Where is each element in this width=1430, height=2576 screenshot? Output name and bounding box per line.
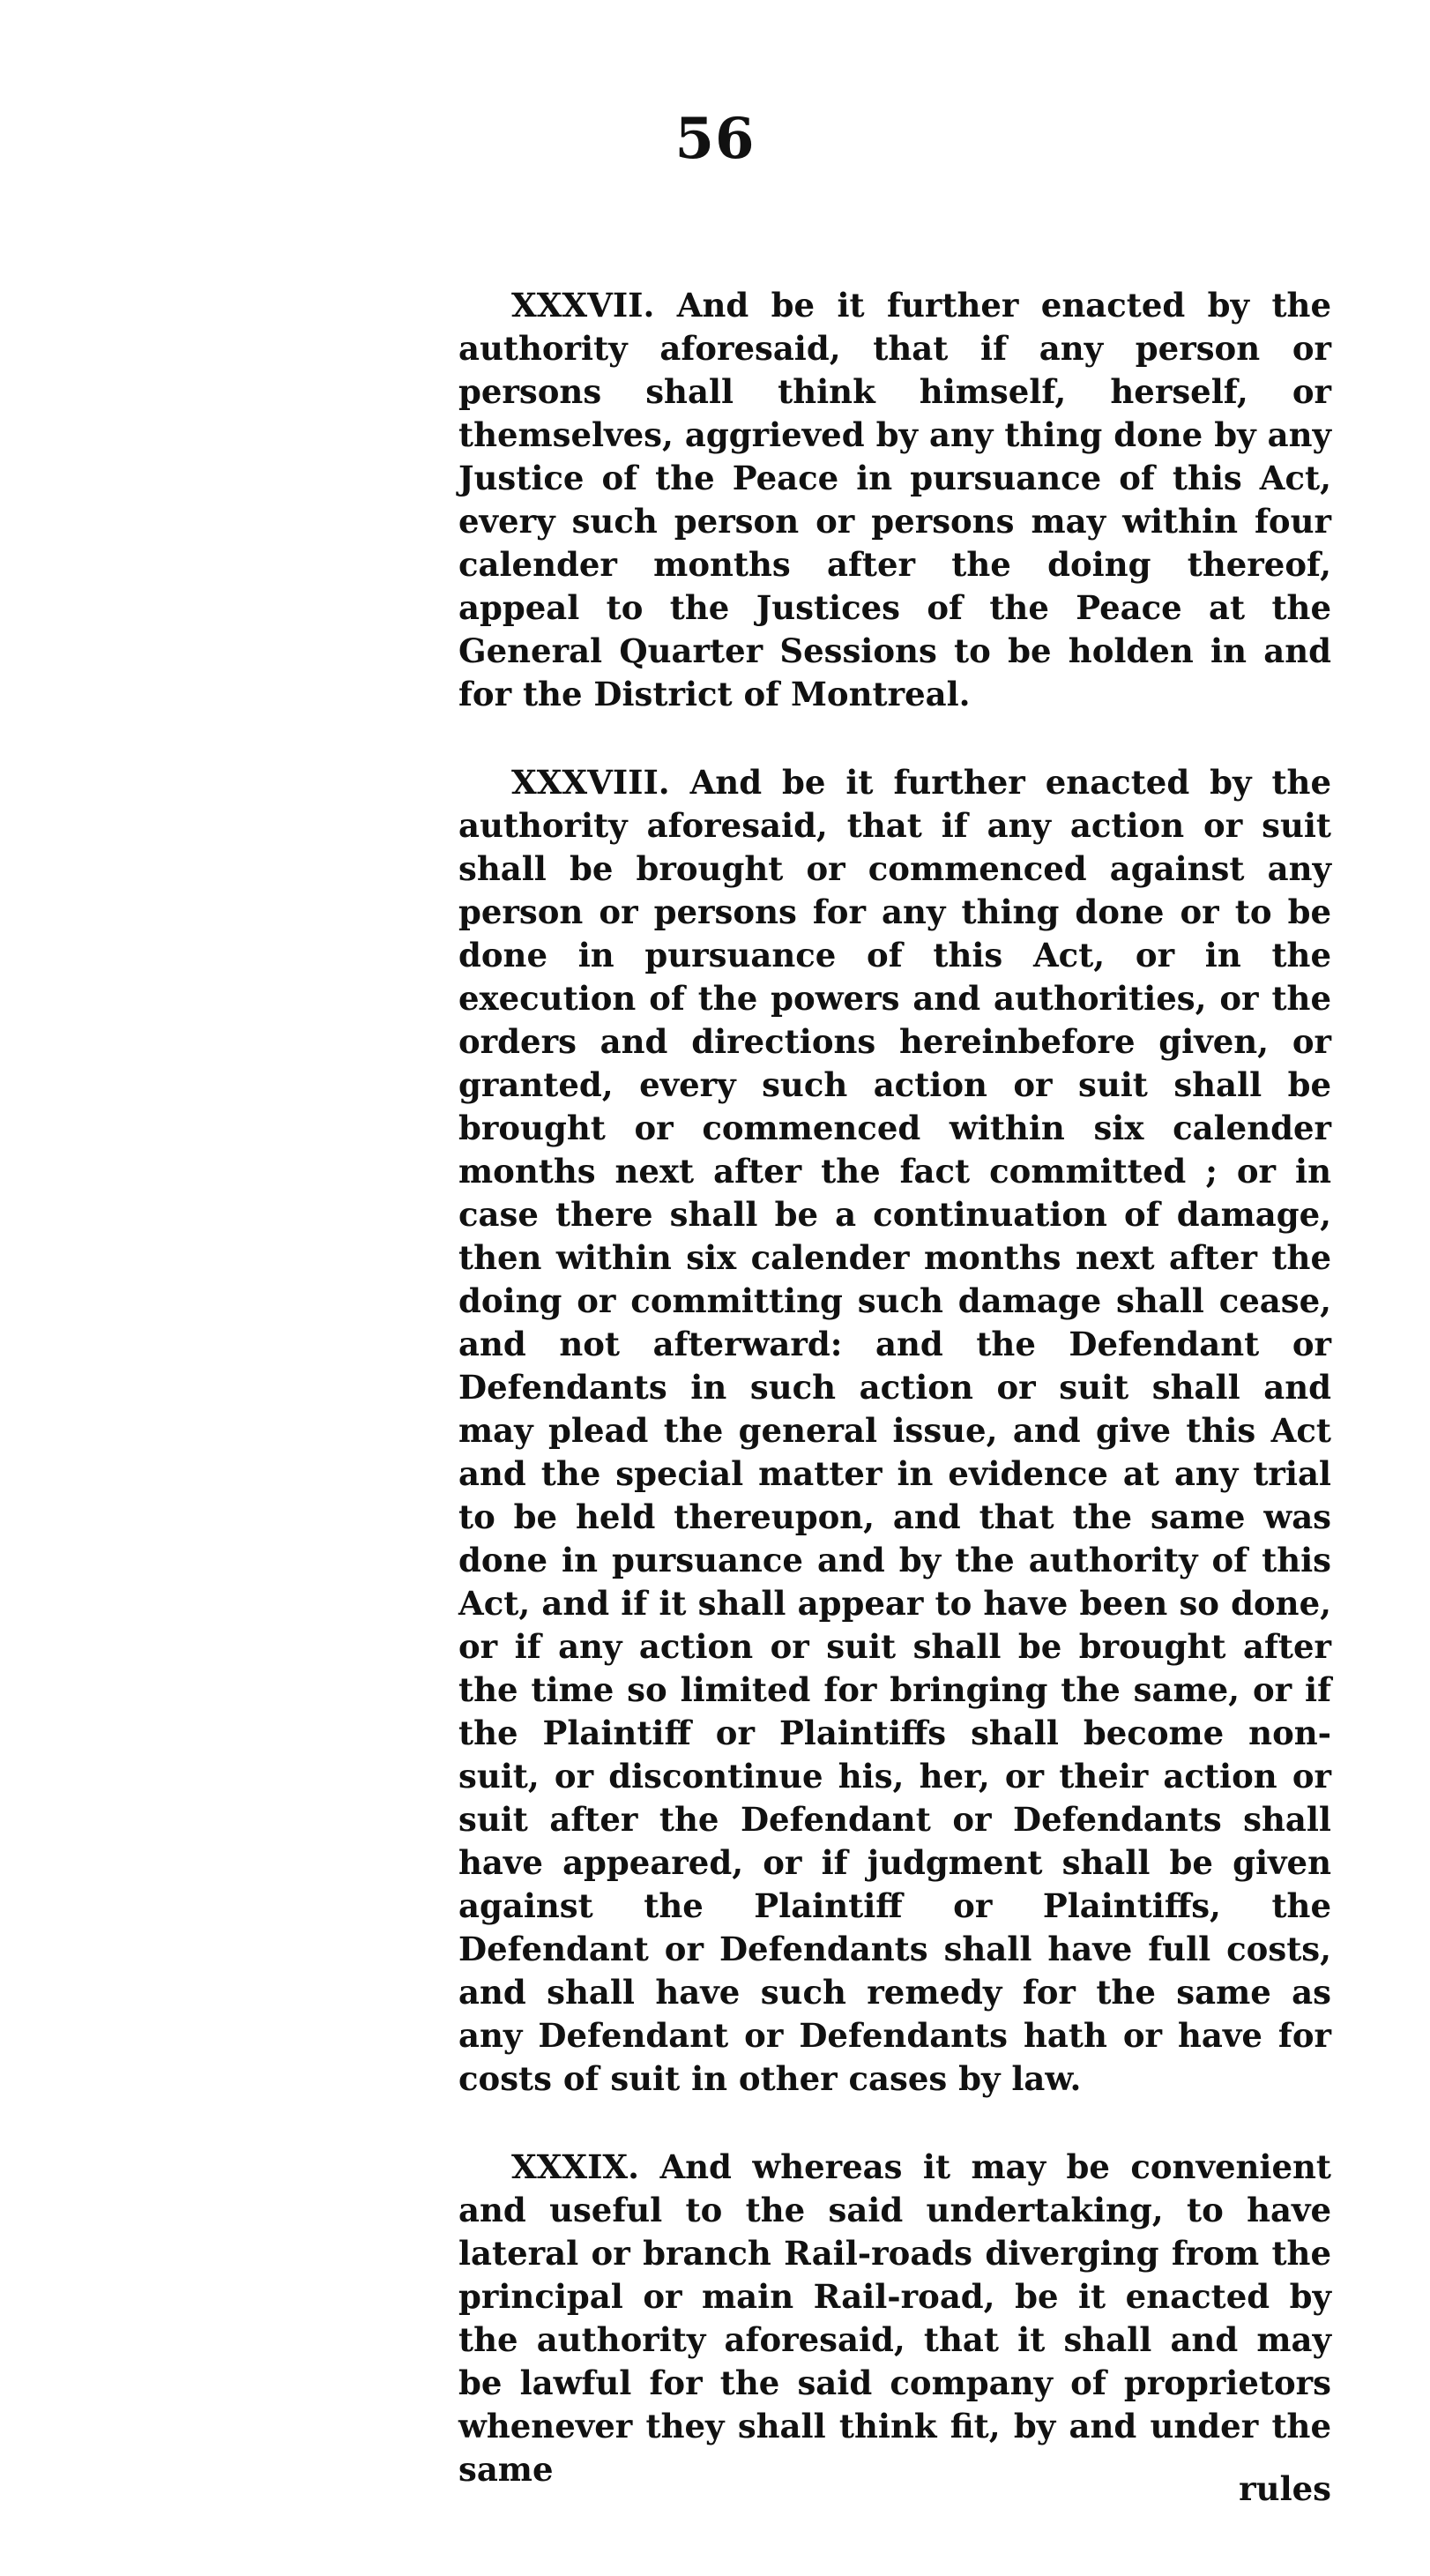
section-xxxix: XXXIX. And whereas it may be convenient and useful to the said undertaking, to have lateral or branch Rail-roads diverging from the principal or main Rail-road, be it enacted by the authority aforesaid, that it shall and may be lawful for the said company of proprietors whenever they shall think fit, by and under the same — [458, 2147, 1331, 2489]
body-text — [458, 284, 1331, 2491]
catchword: rules — [1239, 2469, 1331, 2508]
page-number: 56 — [674, 106, 756, 172]
section-xxxviii: XXXVIII. And be it further enacted by the authority aforesaid, that if any action or suit shall be brought or commenced against any person or persons for any thing done or to be done in pursuance of this Act, or in the execution of the powers and authorities, or the orders and directions hereinbefore given, or granted, every such action or suit shall be brought or commenced within six calender months next after the fact committed ; or in case there shall be a continuation of damage, then within six calender months next after the doing or committing such damage shall cease, and not afterward: and the Defendant or Defendants in such action or suit shall and may plead the general issue, and give this Act and the special matter in evidence at any trial to be held thereupon, and that the same was done in pursuance and by the authority of this Act, and if it shall appear to have been so done, or if any action or suit shall be brought after the time so limited for bringing the same, or if the Plaintiff or Plaintiffs shall become non-suit, or discontinue his, her, or their action or suit after the Defendant or Defendants shall have appeared, or if judgment shall be given against the Plaintiff or Plaintiffs, the Defendant or Defendants shall have full costs, and shall have such remedy for the same as any Defendant or Defendants hath or have for costs of suit in other cases by law. — [458, 763, 1331, 2098]
section-xxxvii: XXXVII. And be it further enacted by the authority aforesaid, that if any person or persons shall think himself, herself, or themselves, aggrieved by any thing done by any Justice of the Peace in pursuance of this Act, every such person or persons may within four calender months after the doing thereof, appeal to the Justices of the Peace at the General Quarter Sessions to be holden in and for the District of Montreal. — [458, 286, 1331, 713]
